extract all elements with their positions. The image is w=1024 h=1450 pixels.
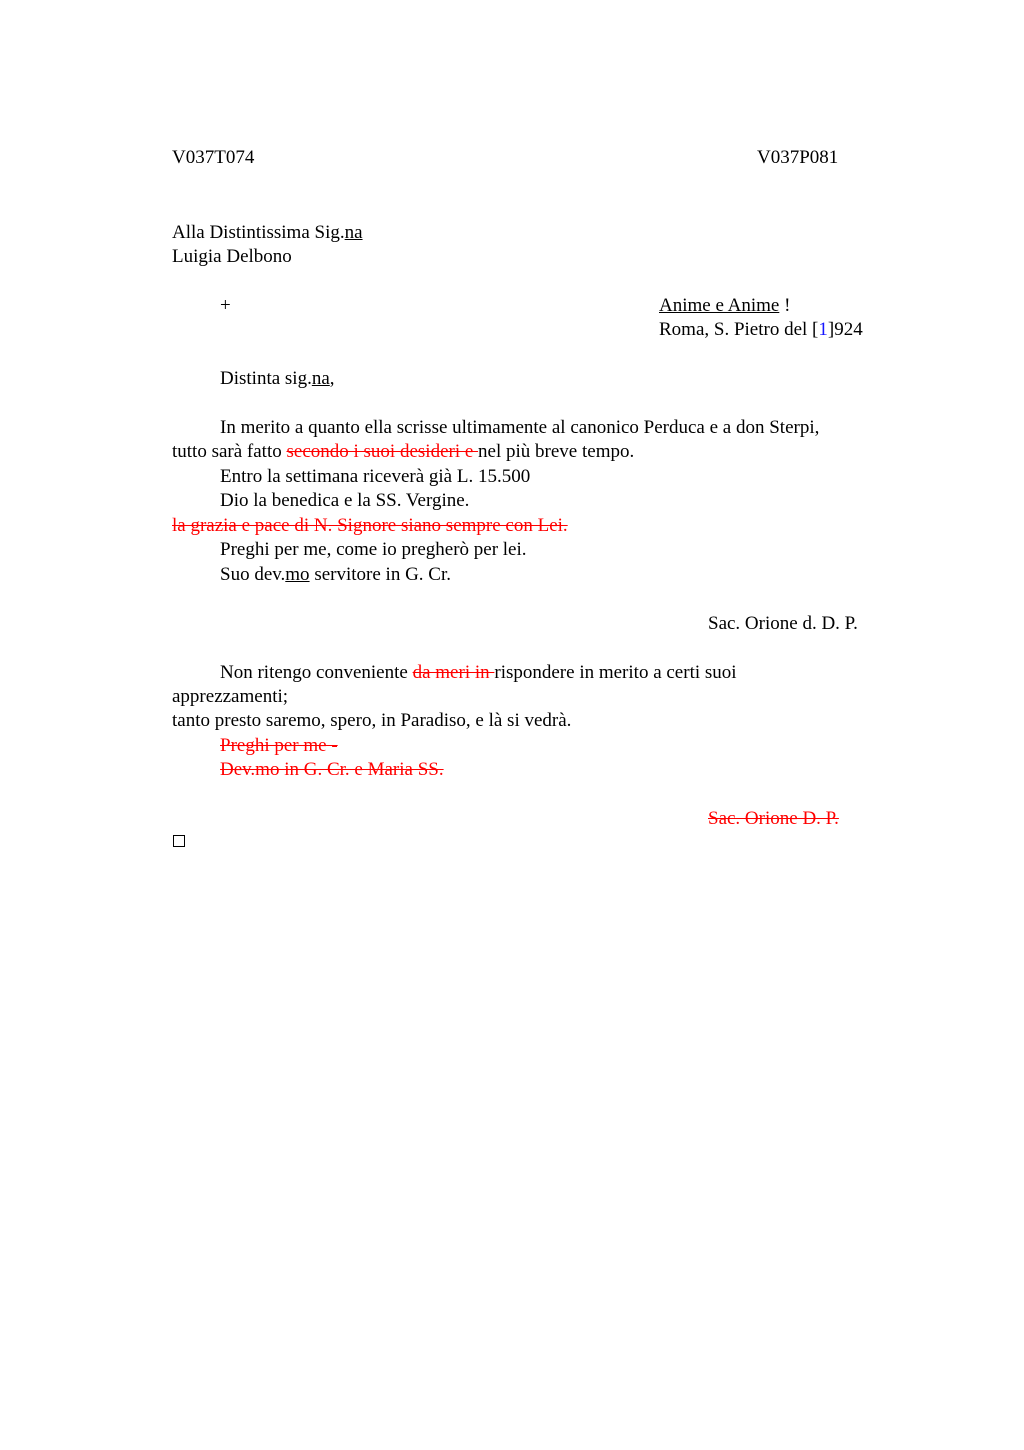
signature: Sac. Orione d. D. P. — [708, 613, 858, 634]
postscript-line-2: apprezzamenti; — [172, 686, 289, 707]
document-code-right: V037P081 — [757, 147, 839, 168]
cross-symbol: + — [220, 295, 231, 316]
place-date-suffix: ]924 — [827, 319, 863, 340]
motto: Anime e Anime — [659, 295, 780, 316]
deleted-closing-line: Dev.mo in G. Cr. e Maria SS. — [220, 759, 444, 780]
salutation-suffix: , — [329, 368, 335, 389]
place-date — [659, 318, 863, 342]
document-code-left: V037T074 — [172, 147, 255, 168]
deleted-signature: Sac. Orione D. P. — [708, 808, 839, 829]
postscript-line-1 — [220, 661, 737, 685]
addressee-prefix: Alla Distintissima Sig. — [172, 222, 345, 243]
closing-suffix: servitore in G. Cr. — [309, 564, 451, 585]
closing-abbrev: mo — [285, 564, 310, 585]
motto-line — [659, 294, 790, 318]
end-marker-box — [173, 835, 185, 847]
deleted-grace-line: la grazia e pace di N. Signore siano sempre con Lei. — [172, 515, 568, 536]
deleted-text: secondo i suoi desideri e — [286, 441, 479, 462]
closing-prefix: Suo dev. — [220, 564, 286, 585]
body-p1-line-2 — [172, 440, 634, 464]
body-pray-line: Preghi per me, come io pregherò per lei. — [220, 539, 527, 560]
postscript-text-a: Non ritengo conveniente — [220, 662, 413, 683]
deleted-pray-line: Preghi per me - — [220, 735, 338, 756]
motto-suffix: ! — [779, 295, 791, 316]
postscript-line-3: tanto presto saremo, spero, in Paradiso, e là si vedrà. — [172, 710, 572, 731]
addressee-abbrev: na — [344, 222, 363, 243]
body-p1-text-b: nel più breve tempo. — [478, 441, 635, 462]
salutation-prefix: Distinta sig. — [220, 368, 312, 389]
body-amount-line: Entro la settimana riceverà già L. 15.500 — [220, 466, 531, 487]
place-date-editorial-digit: 1 — [818, 319, 828, 340]
body-p1-line-1: In merito a quanto ella scrisse ultimamente al canonico Perduca e a don Sterpi, — [220, 417, 820, 438]
addressee-line-1 — [172, 221, 363, 245]
postscript-text-b: rispondere in merito a certi suoi — [494, 662, 737, 683]
addressee-line-2: Luigia Delbono — [172, 246, 292, 267]
place-date-prefix: Roma, S. Pietro del [ — [659, 319, 819, 340]
salutation — [220, 367, 335, 391]
deleted-text: da meri in — [412, 662, 495, 683]
body-blessing-line: Dio la benedica e la SS. Vergine. — [220, 490, 470, 511]
body-p1-text-a: tutto sarà fatto — [172, 441, 287, 462]
salutation-abbrev: na — [311, 368, 330, 389]
closing-line — [220, 563, 451, 587]
